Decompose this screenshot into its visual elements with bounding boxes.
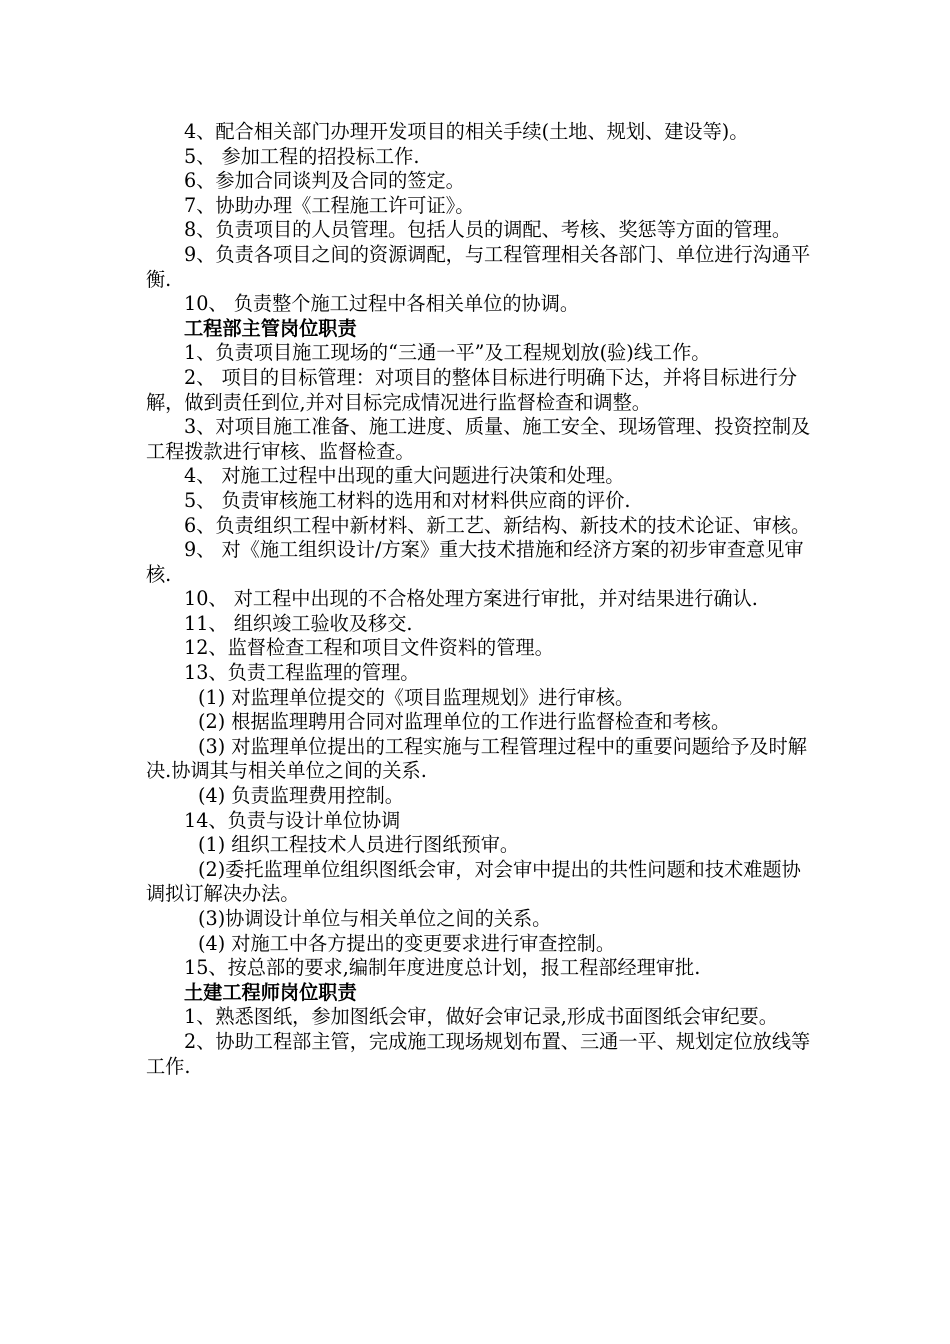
section-heading: 土建工程师岗位职责 [184, 980, 357, 1004]
sub-paragraph: (3) 对监理单位提出的工程实施与工程管理过程中的重要问题给予及时解决.协调其与相关单位之间的关系. [146, 734, 807, 783]
paragraph: 6、负责组织工程中新材料、新工艺、新结构、新技术的技术论证、审核。 [184, 513, 811, 537]
paragraph: 10、 负责整个施工过程中各相关单位的协调。 [184, 292, 580, 316]
paragraph: 13、负责工程监理的管理。 [184, 661, 420, 685]
paragraph: 6、参加合同谈判及合同的签定。 [184, 169, 465, 193]
paragraph: 1、负责项目施工现场的“三通一平”及工程规划放(验)线工作。 [184, 341, 711, 365]
paragraph: 7、协助办理《工程施工许可证》。 [184, 193, 475, 217]
paragraph: 12、监督检查工程和项目文件资料的管理。 [184, 636, 554, 660]
section-heading: 工程部主管岗位职责 [184, 316, 357, 340]
sub-paragraph: (4) 对施工中各方提出的变更要求进行审查控制。 [198, 931, 616, 955]
paragraph: 1、熟悉图纸，参加图纸会审，做好会审记录,形成书面图纸会审纪要。 [184, 1005, 778, 1029]
paragraph: 9、 对《施工组织设计/方案》重大技术措施和经济方案的初步审查意见审核. [146, 538, 804, 586]
paragraph: 5、 负责审核施工材料的选用和对材料供应商的评价. [184, 488, 631, 512]
paragraph: 10、 对工程中出现的不合格处理方案进行审批，并对结果进行确认. [184, 587, 758, 611]
sub-paragraph: (3)协调设计单位与相关单位之间的关系。 [198, 907, 552, 930]
paragraph: 3、对项目施工准备、施工进度、质量、施工安全、现场管理、投资控制及工程拨款进行审核、监督检查。 [146, 415, 811, 463]
document-page [146, 120, 818, 1079]
paragraph: 8、负责项目的人员管理。包括人员的调配、考核、奖惩等方面的管理。 [184, 218, 792, 242]
sub-paragraph: (2) 根据监理聘用合同对监理单位的工作进行监督检查和考核。 [198, 710, 731, 734]
sub-paragraph: (1) 对监理单位提交的《项目监理规划》进行审核。 [198, 685, 635, 709]
paragraph: 15、按总部的要求,编制年度进度总计划，报工程部经理审批. [184, 956, 701, 980]
paragraph: 5、 参加工程的招投标工作. [184, 144, 420, 168]
paragraph: 4、配合相关部门办理开发项目的相关手续(土地、规划、建设等)。 [184, 120, 749, 143]
paragraph: 4、 对施工过程中出现的重大问题进行决策和处理。 [184, 464, 625, 488]
paragraph: 9、负责各项目之间的资源调配，与工程管理相关各部门、单位进行沟通平衡. [146, 242, 811, 291]
paragraph: 14、负责与设计单位协调 [184, 808, 401, 832]
paragraph: 2、协助工程部主管，完成施工现场规划布置、三通一平、规划定位放线等工作. [146, 1029, 811, 1078]
sub-paragraph: (2)委托监理单位组织图纸会审，对会审中提出的共性问题和技术难题协调拟订解决办法。 [146, 857, 801, 906]
paragraph: 11、 组织竣工验收及移交. [184, 611, 413, 635]
sub-paragraph: (1) 组织工程技术人员进行图纸预审。 [198, 833, 520, 857]
paragraph: 2、 项目的目标管理：对项目的整体目标进行明确下达，并将目标进行分解，做到责任到位,并对目标完成情况进行监督检查和调整。 [146, 365, 798, 414]
sub-paragraph: (4) 负责监理费用控制。 [198, 784, 404, 808]
